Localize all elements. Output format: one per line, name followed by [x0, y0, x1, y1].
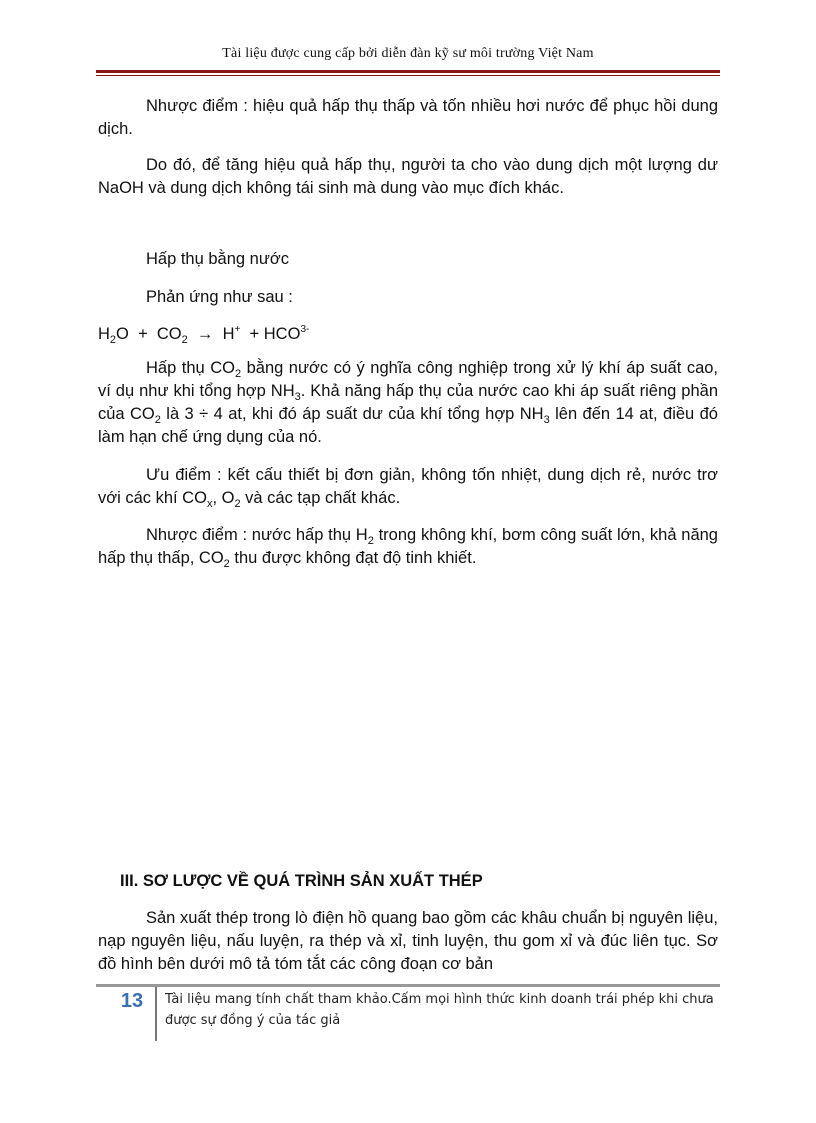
paragraph-disadvantage-1: Nhược điểm : hiệu quả hấp thụ thấp và tốn nhiều hơi nước để phục hồi dung dịch. [98, 97, 718, 138]
subheading-water-absorption: Hấp thụ bằng nước [146, 250, 289, 268]
paragraph-co2-water: Hấp thụ $CO_2$ bằng nước có ý nghĩa công nghiệp trong xử lý khí áp suất cao, ví dụ như khi tổng hợp $NH_3$. Khả năng hấp thụ của nước cao khi áp suất riêng phần của $CO_2$ là 3 ÷ 4 at, khi đó áp suất dư của khí tổng hợp $NH_3$ lên đến 14 at, điều đó làm hạn chế ứng dụng của nó. [98, 359, 719, 446]
paragraph-disadvantage-2: Nhược điểm : nước hấp thụ $H_2$ trong không khí, bơm công suất lớn, khả năng hấp thụ thấp, $CO_2$ thu được không đạt độ tinh khiết. [98, 526, 718, 570]
footer-note: Tài liệu mang tính chất tham khảo.Cấm mọi hình thức kinh doanh trái phép khi chưa được sự đồng ý của tác giả [165, 992, 714, 1028]
footer-divider [155, 987, 157, 1041]
page-header: Tài liệu được cung cấp bởi diễn đàn kỹ sư môi trường Việt Nam [222, 46, 594, 61]
paragraph-naoh: Do đó, để tăng hiệu quả hấp thụ, người ta cho vào dung dịch một lượng dư NaOH và dung dịch không tái sinh mà dung vào mục đích khác. [98, 156, 718, 197]
paragraph-steel-production: Sản xuất thép trong lò điện hồ quang bao gồm các khâu chuẩn bị nguyên liệu, nạp nguyên liệu, nấu luyện, ra thép và xỉ, tinh luyện, thu gom xỉ và đúc liên tục. Sơ đồ hình bên dưới mô tả tóm tắt các công đoạn cơ bản [98, 909, 718, 973]
footer-rule [96, 984, 720, 987]
page-number: 13 [120, 990, 144, 1012]
paragraph-advantage: Ưu điểm : kết cấu thiết bị đơn giản, không tốn nhiệt, dung dịch rẻ, nước trơ với các khí $CO_x$, $O_2$ và các tạp chất khác. [98, 466, 718, 510]
header-rule-thick [96, 70, 720, 73]
arrow-icon: → [196, 325, 214, 343]
reaction-equation: $H_2O + CO_2 \to H^+ + HCO^{3-}$ [98, 324, 310, 346]
section-heading: III. SƠ LƯỢC VỀ QUÁ TRÌNH SẢN XUẤT THÉP [120, 872, 483, 890]
header-rule-thin [96, 75, 720, 76]
reaction-intro: Phản ứng như sau : [146, 288, 293, 306]
